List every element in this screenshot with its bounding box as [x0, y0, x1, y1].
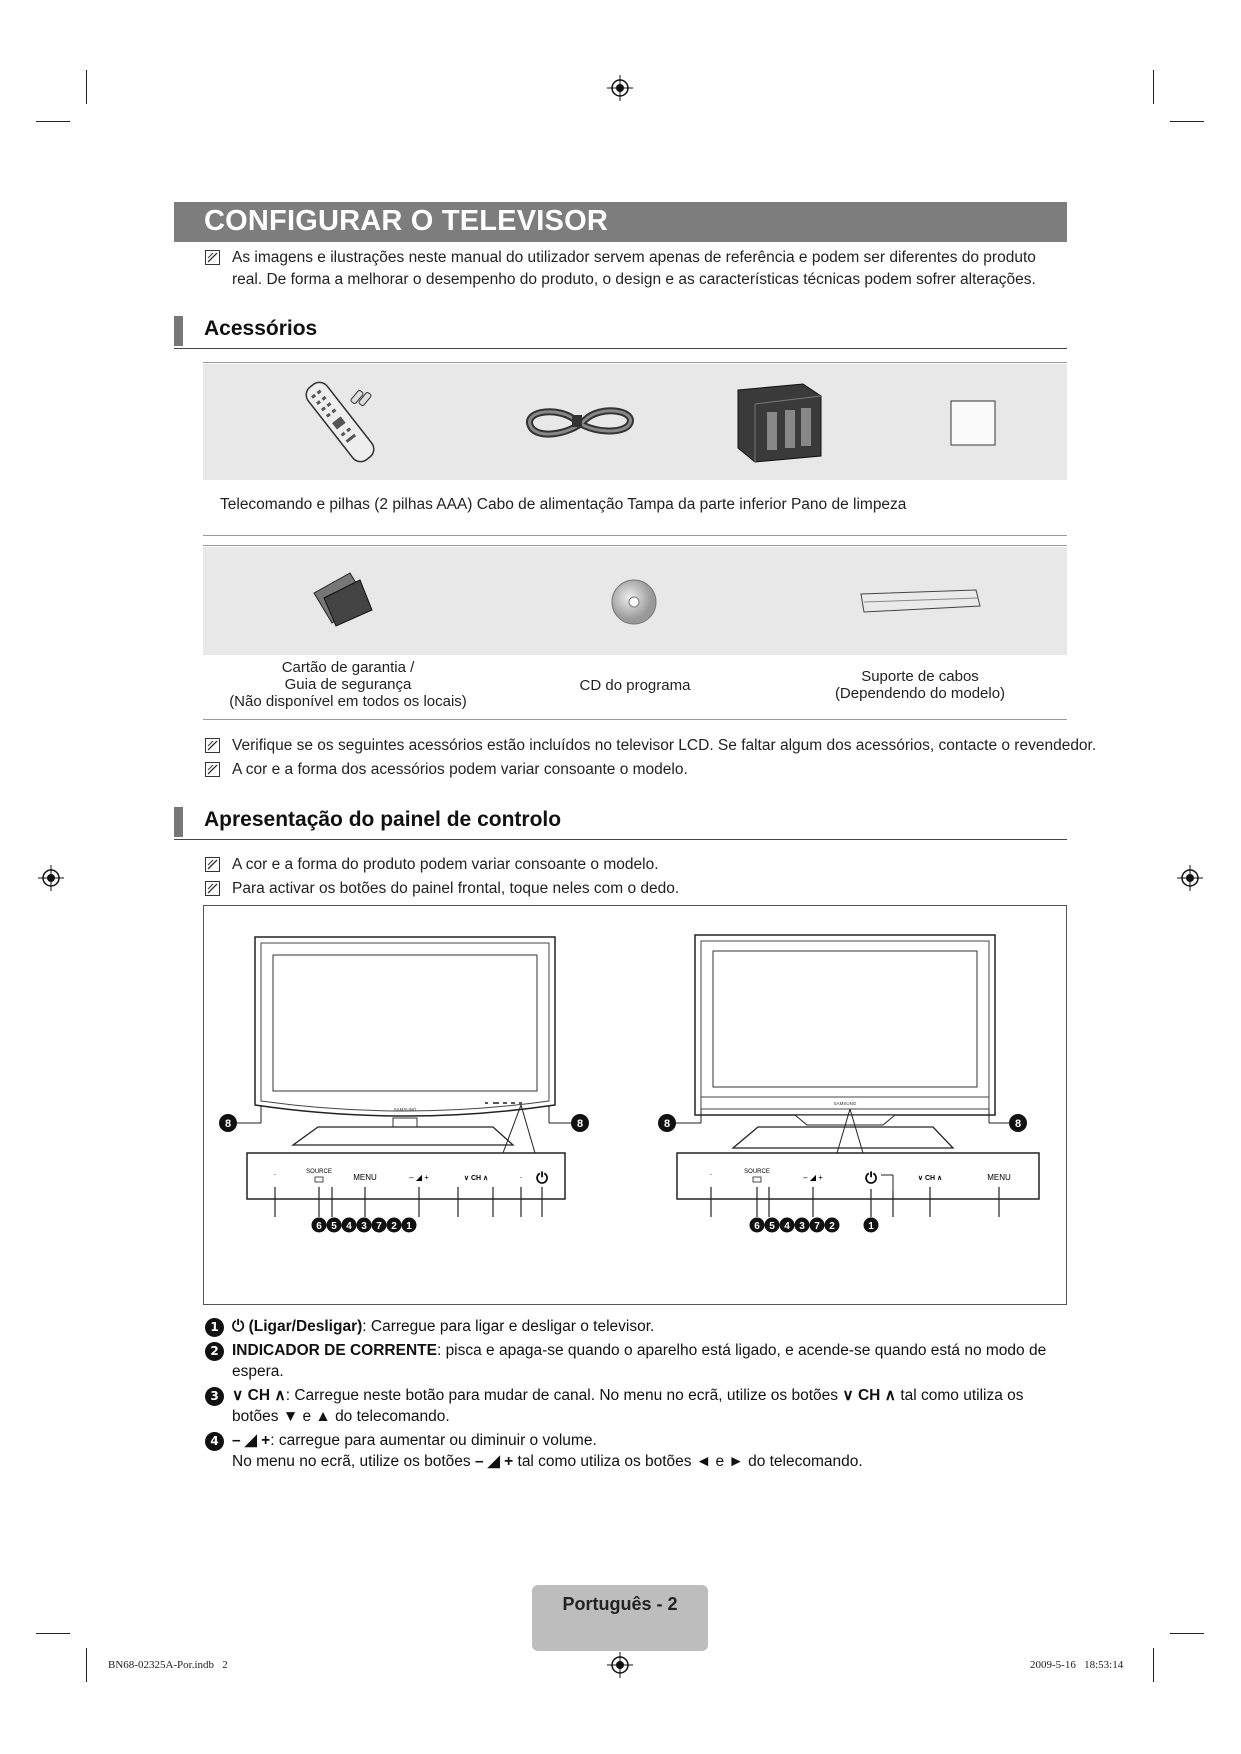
accessory-warranty-line2: Guia de segurança: [284, 676, 412, 693]
registration-mark-icon: [607, 1652, 633, 1678]
badge-left-2: 2: [391, 1221, 397, 1232]
control-panel-diagram: [203, 905, 1067, 1305]
section-accessories: [174, 314, 1067, 349]
crop-mark: [86, 70, 87, 104]
note-icon: [205, 762, 220, 777]
volume-icon: – ◢ +: [474, 1453, 514, 1470]
channel-icon: ∨ CH ∧: [842, 1387, 897, 1404]
power-icon: ⏻: [232, 1317, 245, 1335]
page-title-bar: [174, 202, 1067, 242]
accessory-cable-holder-line1: Suporte de cabos: [861, 668, 979, 685]
accessory-warranty-line1: Cartão de garantia /: [281, 659, 415, 676]
accessory-cable-holder-line2: (Dependendo do modelo): [834, 685, 1006, 702]
divider: [203, 545, 1067, 546]
tv-right-illustration: [658, 935, 1039, 1233]
badge-left-4: 4: [346, 1221, 352, 1232]
control-panel-note-1: [205, 854, 1065, 876]
accessory-cable-holder: [800, 668, 1040, 702]
crop-mark: [1170, 121, 1204, 122]
svg-text:·: ·: [273, 1170, 277, 1179]
left-panel-menu-label: MENU: [353, 1173, 377, 1182]
item-volume-text-2a: No menu no ecrã, utilize os botões: [232, 1453, 471, 1470]
item-channel-text-b: tal como utiliza os: [896, 1387, 1024, 1404]
page-number-box: [532, 1585, 708, 1651]
intro-note: [205, 247, 1067, 293]
crop-mark: [86, 1648, 87, 1682]
note-icon: [205, 250, 220, 265]
section-heading: Apresentação do painel de controlo: [204, 808, 562, 831]
tv-left-brand-logo: SAMSUNG: [393, 1107, 417, 1112]
crop-mark: [1153, 1648, 1154, 1682]
remote-control-icon: [290, 372, 390, 472]
accessories-note-2: [205, 759, 1065, 781]
note-icon: [205, 738, 220, 753]
right-panel-ch-label: ∨ CH ∧: [917, 1175, 943, 1182]
cd-icon: [610, 578, 658, 626]
item-channel-text: : Carregue neste botão para mudar de canal. No menu no ecrã, utilize os botões: [285, 1387, 839, 1404]
accessories-note-text: Verifique se os seguintes acessórios estão incluídos no televisor LCD. Se faltar algum dos acessórios, contacte o revendedor.: [232, 737, 1097, 754]
badge-right-1: 1: [868, 1221, 874, 1232]
badge-left-7: 7: [376, 1221, 382, 1232]
svg-text:·: ·: [519, 1173, 523, 1182]
divider: [203, 362, 1067, 363]
badge-right-5: 5: [769, 1221, 775, 1232]
bottom-cover-icon: [733, 382, 828, 464]
item-power: [232, 1316, 1062, 1337]
note-icon: [205, 881, 220, 896]
registration-mark-icon: [607, 75, 633, 101]
badge-left-1: 1: [406, 1221, 412, 1232]
item-number-badge: 3: [205, 1387, 224, 1406]
svg-text:·: ·: [709, 1170, 713, 1179]
page-title: CONFIGURAR O TELEVISOR: [204, 205, 608, 237]
left-panel-source-label: SOURCE: [306, 1169, 332, 1175]
section-control-panel: [174, 805, 1067, 840]
item-number-badge: 1: [205, 1318, 224, 1337]
callout-8-right-b: 8: [1014, 1118, 1022, 1130]
left-panel-power-icon: ⏻: [536, 1169, 548, 1187]
left-panel-vol-label: – ◢ +: [409, 1173, 429, 1182]
intro-note-text: As imagens e ilustrações neste manual do utilizador servem apenas de referência e podem ser diferentes do produto real. De forma a melhorar o desempenho do produto, o design e as características técnicas podem sofrer alterações.: [232, 249, 1036, 288]
right-panel-vol-label: – ◢ +: [803, 1173, 823, 1182]
crop-mark: [1170, 1633, 1204, 1634]
item-number-badge: 2: [205, 1342, 224, 1361]
right-panel-menu-label: MENU: [987, 1173, 1011, 1182]
item-number-badge: 4: [205, 1432, 224, 1451]
right-panel-power-icon: ⏻: [865, 1169, 877, 1187]
power-cable-icon: [520, 395, 640, 445]
badge-left-6: 6: [316, 1221, 322, 1232]
control-panel-note-text: Para activar os botões do painel frontal, toque neles com o dedo.: [232, 880, 680, 897]
volume-icon: – ◢ +: [232, 1432, 271, 1449]
badge-left-3: 3: [361, 1221, 367, 1232]
item-volume-text: : carregue para aumentar ou diminuir o volume.: [270, 1432, 597, 1449]
left-panel-ch-label: ∨ CH ∧: [463, 1175, 489, 1182]
item-indicator-text-2: espera.: [232, 1363, 284, 1380]
badge-right-4: 4: [784, 1221, 790, 1232]
badge-right-7: 7: [814, 1221, 820, 1232]
channel-icon: ∨ CH ∧: [232, 1387, 286, 1404]
tv-left-illustration: [219, 937, 589, 1233]
item-power-text: : Carregue para ligar e desligar o televisor.: [362, 1318, 655, 1335]
item-volume-text-2b: tal como utiliza os botões ◄ e ► do telecomando.: [513, 1453, 863, 1470]
item-indicator-title: INDICADOR DE CORRENTE: [232, 1342, 437, 1359]
badge-right-3: 3: [799, 1221, 805, 1232]
crop-mark: [1153, 70, 1154, 104]
footer-timestamp: 2009-5-16 18:53:14: [1030, 1659, 1124, 1671]
section-marker: [174, 807, 183, 837]
section-marker: [174, 316, 183, 346]
callout-8-left-b: 8: [576, 1118, 584, 1130]
item-channel: [232, 1385, 1062, 1427]
cleaning-cloth-icon: [948, 398, 998, 448]
registration-mark-icon: [38, 865, 64, 891]
right-panel-source-label: SOURCE: [744, 1169, 770, 1175]
cable-holder-icon: [858, 588, 983, 614]
note-icon: [205, 857, 220, 872]
accessories-note-text: A cor e a forma dos acessórios podem variar consoante o modelo.: [232, 761, 688, 778]
badge-left-5: 5: [331, 1221, 337, 1232]
warranty-card-icon: [310, 568, 375, 628]
accessory-cd: CD do programa: [579, 677, 691, 694]
item-volume: [232, 1430, 1062, 1472]
page-number: Português - 2: [562, 1594, 678, 1614]
section-heading: Acessórios: [204, 317, 318, 340]
item-power-indicator: [232, 1340, 1062, 1382]
tv-right-brand-logo: SAMSUNG: [833, 1101, 857, 1106]
footer-file-name: BN68-02325A-Por.indb 2: [108, 1659, 228, 1671]
crop-mark: [36, 1633, 70, 1634]
accessories-note-1: [205, 735, 1097, 757]
control-panel-note-2: [205, 878, 1065, 900]
accessory-warranty-line3: (Não disponível em todos os locais): [229, 693, 467, 710]
item-indicator-text: : pisca e apaga-se quando o aparelho está ligado, e acende-se quando está no modo de: [436, 1342, 1047, 1359]
badge-right-6: 6: [754, 1221, 760, 1232]
item-power-title: (Ligar/Desligar): [248, 1318, 363, 1335]
badge-right-2: 2: [829, 1221, 835, 1232]
divider: [203, 719, 1067, 720]
item-channel-text-2: botões ▼ e ▲ do telecomando.: [232, 1408, 450, 1425]
callout-8-left-a: 8: [224, 1118, 232, 1130]
callout-8-right-a: 8: [663, 1118, 671, 1130]
crop-mark: [36, 121, 70, 122]
divider: [203, 535, 1067, 536]
accessory-warranty-card: [218, 659, 478, 710]
registration-mark-icon: [1177, 865, 1203, 891]
accessories-row1-caption: Telecomando e pilhas (2 pilhas AAA) Cabo de alimentação Tampa da parte inferior Pano de limpeza: [220, 496, 907, 513]
control-panel-note-text: A cor e a forma do produto podem variar consoante o modelo.: [232, 856, 659, 873]
